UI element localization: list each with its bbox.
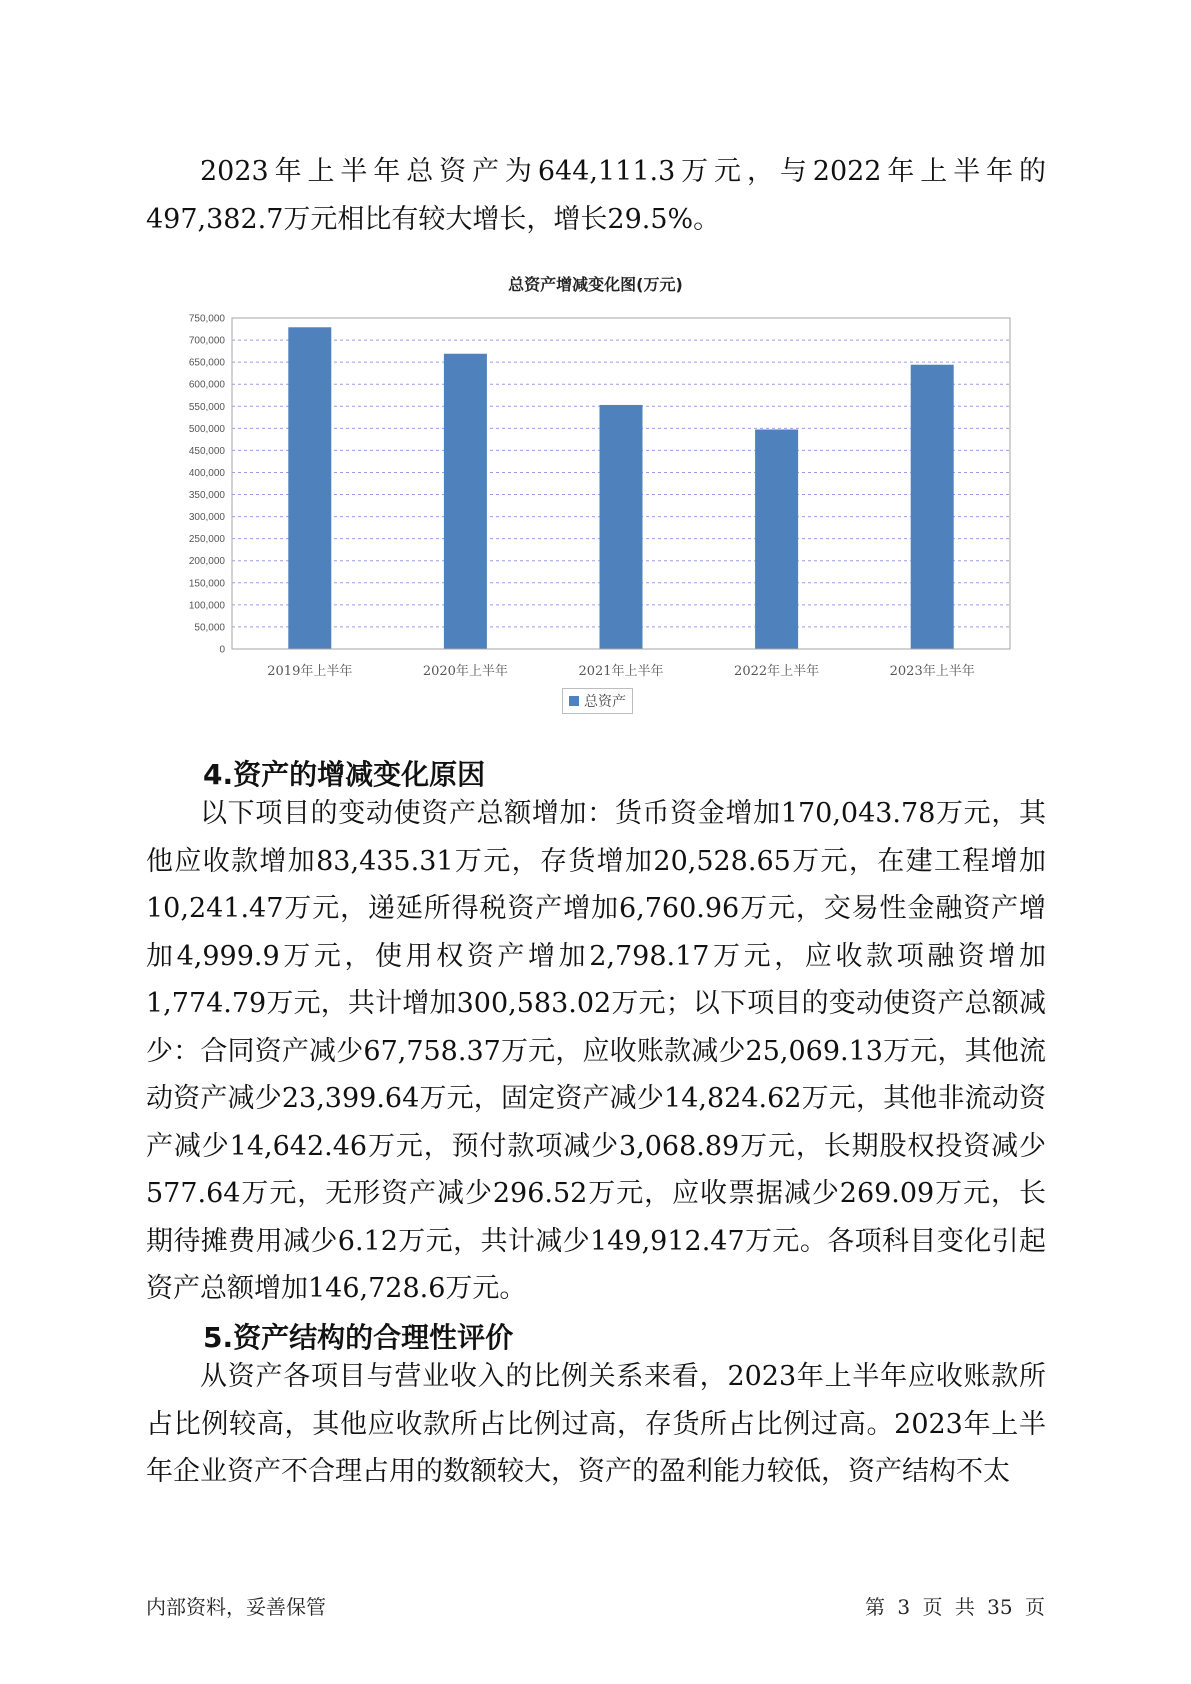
- y-tick-label: 150,000: [188, 578, 225, 590]
- legend-label: 总资产: [584, 694, 626, 710]
- section-5-heading: 5.资产结构的合理性评价: [203, 1321, 514, 1354]
- y-tick-label: 100,000: [188, 600, 225, 612]
- section-4-heading: 4.资产的增减变化原因: [203, 758, 486, 791]
- section-5-paragraph: 从资产各项目与营业收入的比例关系来看，2023年上半年应收账款所占比例较高，其他应收款所占比例过高，存货所占比例过高。2023年上半年企业资产不合理占用的数额较大，资产的盈利能力较低，资产结构不太: [146, 1361, 1046, 1487]
- y-tick-label: 600,000: [188, 379, 225, 391]
- y-tick-label: 300,000: [188, 512, 225, 524]
- y-tick-label: 400,000: [188, 467, 225, 479]
- y-tick-label: 700,000: [188, 335, 225, 347]
- x-tick-label: 2023年上半年: [889, 664, 975, 679]
- footer-confidential-note: 内部资料，妥善保管: [146, 1595, 326, 1619]
- section-4-paragraph: 以下项目的变动使资产总额增加：货币资金增加170,043.78万元，其他应收款增加83,435.31万元，存货增加20,528.65万元，在建工程增加10,241.47万元，递延所得税资产增加6,760.96万元，交易性金融资产增加4,999.9万元，使用权资产增加2,798.17万元，应收款项融资增加1,774.79万元，共计增加300,583.02万元；以下项目的变动使资产总额减少：合同资产减少67,758.37万元，应收账款减少25,069.13万元，其他流动资产减少23,399.64万元，固定资产减少14,824.62万元，其他非流动资产减少14,642.46万元，预付款项减少3,068.89万元，长期股权投资减少577.64万元，无形资产减少296.52万元，应收票据减少269.09万元，长期待摊费用减少6.12万元，共计减少149,912.47万元。各项科目变化引起资产总额增加146,728.6万元。: [146, 798, 1046, 1304]
- x-tick-label: 2020年上半年: [422, 664, 508, 679]
- total-assets-bar-chart: [0, 0, 1191, 760]
- bar-2: [444, 354, 487, 649]
- bar-4: [755, 429, 798, 649]
- intro-paragraph: 2023年上半年总资产为644,111.3万元，与2022年上半年的497,382.7万元相比有较大增长，增长29.5%。: [146, 156, 1046, 235]
- x-tick-label: 2021年上半年: [578, 664, 664, 679]
- y-tick-label: 250,000: [188, 534, 225, 546]
- bar-3: [600, 405, 643, 649]
- y-tick-label: 550,000: [188, 401, 225, 413]
- y-tick-label: 450,000: [188, 445, 225, 457]
- x-axis-ticks: [267, 663, 974, 679]
- y-tick-label: 0: [219, 644, 225, 656]
- y-tick-label: 50,000: [194, 622, 225, 634]
- y-axis-ticks: [189, 314, 226, 656]
- y-tick-label: 650,000: [188, 357, 225, 369]
- y-tick-label: 200,000: [188, 556, 225, 568]
- y-tick-label: 350,000: [188, 490, 225, 502]
- x-tick-label: 2019年上半年: [267, 664, 353, 679]
- y-tick-label: 500,000: [188, 423, 225, 435]
- bar-5: [911, 365, 954, 649]
- chart-legend: [562, 688, 633, 714]
- legend-swatch: [569, 696, 579, 706]
- chart-title: 总资产增减变化图(万元): [508, 275, 683, 294]
- chart-bars: [288, 327, 953, 649]
- footer-page-number: 第 3 页 共 35 页: [865, 1595, 1045, 1619]
- y-tick-label: 750,000: [188, 313, 225, 325]
- x-tick-label: 2022年上半年: [734, 664, 820, 679]
- bar-1: [288, 327, 331, 649]
